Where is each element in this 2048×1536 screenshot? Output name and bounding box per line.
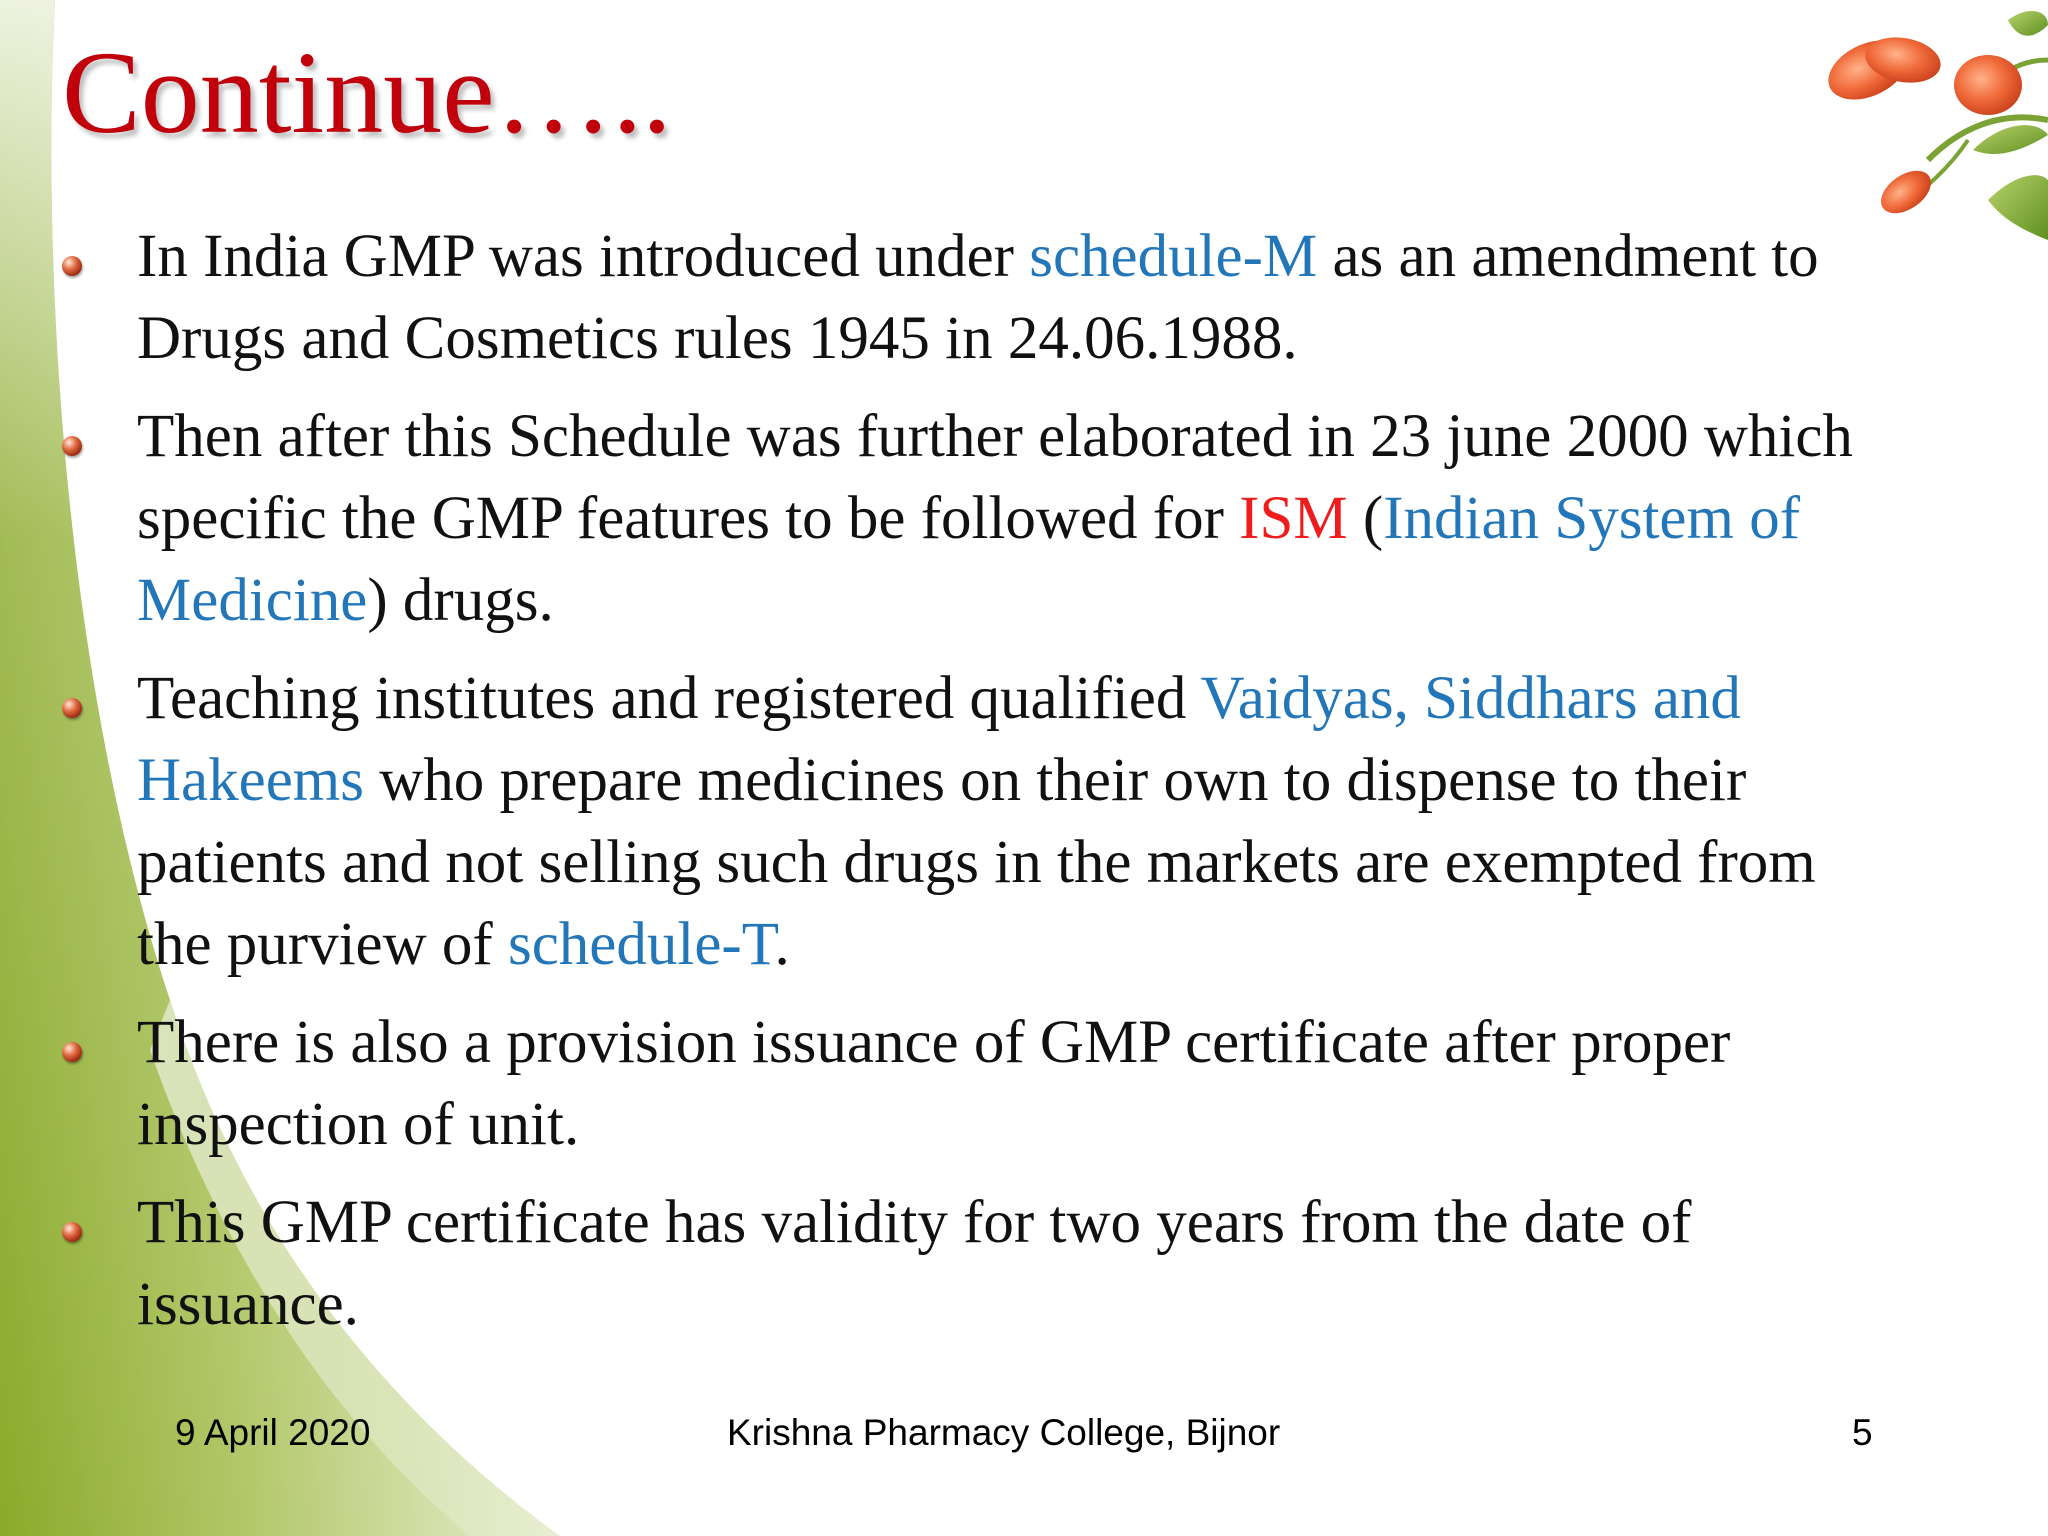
bullet-text-segment: ) drugs. — [367, 567, 554, 634]
bullet-text — [137, 1182, 1897, 1346]
bullet-icon — [62, 256, 82, 276]
bullet-text-segment: In India GMP was introduced under — [137, 223, 1030, 290]
bullet-icon — [62, 436, 82, 456]
bullet-item — [0, 216, 2048, 380]
bullet-text — [137, 216, 1897, 380]
bullet-icon — [62, 698, 82, 718]
highlight-indian-system-of-medicine: Indian System of Medicine — [137, 485, 1801, 634]
bullet-icon — [62, 1222, 82, 1242]
highlight-ism: ISM — [1239, 485, 1348, 552]
highlight-vaidyas-siddhars-hakeems: Vaidyas, Siddhars and Hakeems — [137, 665, 1741, 814]
bullet-item — [0, 658, 2048, 986]
highlight-schedule-t: schedule-T — [507, 911, 775, 978]
bullet-text-segment: Teaching institutes and registered qualified — [137, 665, 1201, 732]
tulip-flowers-image — [1718, 0, 2048, 240]
bullet-item — [0, 1002, 2048, 1166]
bullet-text-segment: as an amendment to Drugs and Cosmetics rules 1945 in 24.06.1988. — [137, 223, 1819, 372]
bullet-text-segment: There is also a provision issuance of GMP certificate after proper inspection of unit. — [137, 1009, 1731, 1158]
bullet-text-segment: This GMP certificate has validity for two years from the date of issuance. — [137, 1189, 1692, 1338]
bullet-icon — [62, 1042, 82, 1062]
bullet-text-segment: Then after this Schedule was further elaborated in 23 june 2000 which specific the GMP features to be followed for — [137, 403, 1853, 552]
bullet-text — [137, 658, 1897, 986]
footer-date: 9 April 2020 — [175, 1412, 371, 1453]
bullet-list — [0, 216, 2048, 1362]
bullet-item — [0, 396, 2048, 642]
footer-page-number: 5 — [1852, 1412, 1873, 1453]
highlight-schedule-m: schedule-M — [1029, 223, 1318, 290]
footer-organization: Krishna Pharmacy College, Bijnor — [727, 1412, 1281, 1453]
bullet-item — [0, 1182, 2048, 1346]
bullet-text-segment: . — [774, 911, 790, 978]
slide-title: Continue….. — [62, 27, 672, 158]
bullet-text-segment: ( — [1347, 485, 1384, 552]
bullet-text — [137, 1002, 1897, 1166]
bullet-text — [137, 396, 1897, 642]
bullet-text-segment: who prepare medicines on their own to dispense to their patients and not selling such drugs in the markets are exempted from the purview of — [137, 747, 1816, 978]
